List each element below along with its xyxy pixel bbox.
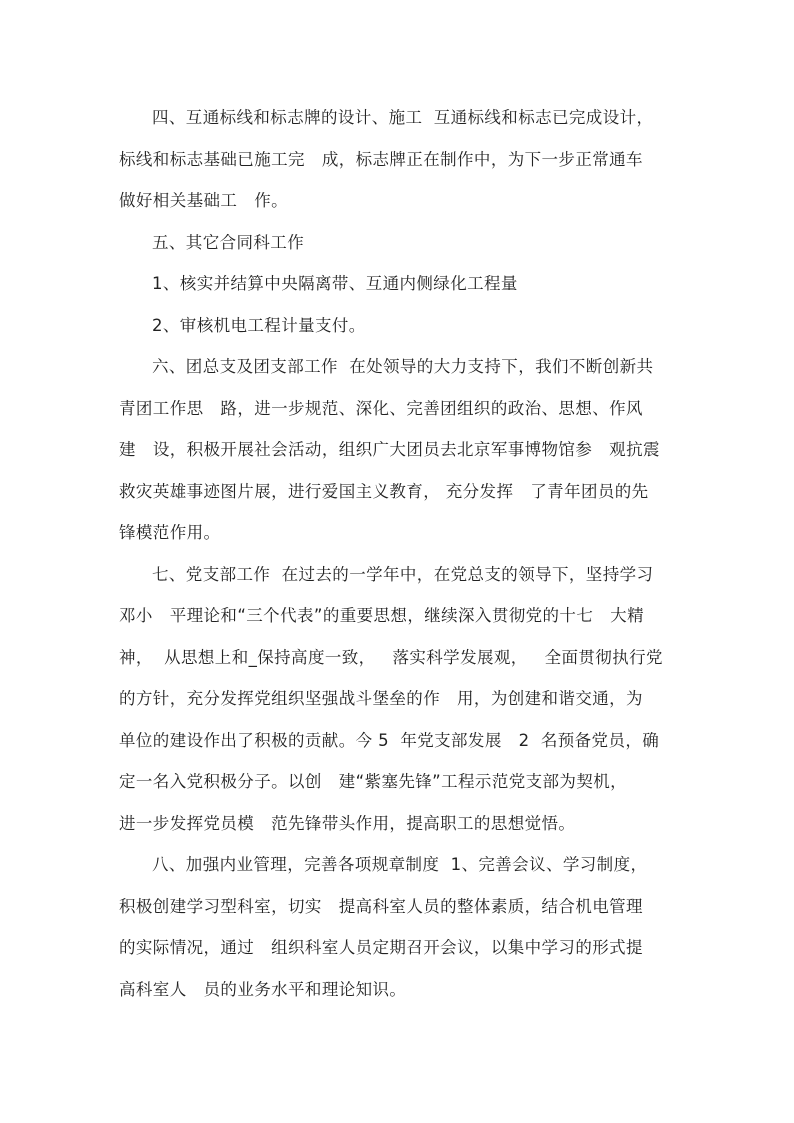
- paragraph-line: 进一步发挥党员模 范先锋带头作用，提高职工的思想觉悟。: [119, 813, 576, 833]
- paragraph-line: 高科室人 员的业务水平和理论知识。: [119, 979, 407, 999]
- paragraph: [119, 97, 675, 222]
- paragraph-line: 积极创建学习型科室，切实 提高科室人员的整体素质，结合机电管理: [119, 896, 643, 916]
- paragraph-line: 六、团总支及团支部工作 在处领导的大力支持下，我们不断创新共: [152, 357, 654, 376]
- paragraph-line: 1、核实并结算中央隔离带、互通内侧绿化工程量: [152, 274, 518, 293]
- paragraph: [119, 346, 675, 554]
- paragraph-line: 单位的建设作出了积极的贡献。今 5 年党支部发展 2 名预备党员，确: [119, 730, 660, 750]
- paragraph: [119, 844, 675, 1010]
- paragraph-line: 的方针，充分发挥党组织坚强战斗堡垒的作 用，为创建和谐交通，为: [119, 689, 643, 708]
- paragraph-line: 神， 从思想上和_保持高度一致， 落实科学发展观， 全面贯彻执行党: [119, 647, 663, 667]
- paragraph-line: 四、互通标线和标志牌的设计、施工 互通标线和标志已完成设计，: [152, 108, 654, 127]
- paragraph-line: 七、党支部工作 在过去的一学年中，在党总支的领导下，坚持学习: [152, 564, 654, 584]
- paragraph: [119, 305, 675, 347]
- paragraph-line: 做好相关基础工 作。: [119, 191, 289, 210]
- paragraph-line: 的实际情况，通过 组织科室人员定期召开会议，以集中学习的形式提: [119, 938, 643, 957]
- paragraph-line: 标线和标志基础已施工完 成，标志牌正在制作中，为下一步正常通车: [119, 149, 643, 169]
- paragraph: [119, 222, 675, 264]
- paragraph-line: 邓小 平理论和“三个代表”的重要思想，继续深入贯彻党的十七 大精: [119, 606, 644, 625]
- paragraph-line: 锋模范作用。: [119, 523, 221, 542]
- paragraph: [119, 263, 675, 305]
- paragraph-line: 青团工作思 路，进一步规范、深化、完善团组织的政治、思想、作风: [119, 398, 643, 418]
- document-body: [119, 97, 675, 1010]
- paragraph-line: 八、加强内业管理，完善各项规章制度 1、完善会议、学习制度，: [152, 855, 648, 874]
- paragraph: [119, 554, 675, 845]
- paragraph-line: 定一名入党积极分子。以创 建“紫塞先锋”工程示范党支部为契机，: [119, 772, 628, 791]
- paragraph-line: 建 设，积极开展社会活动，组织广大团员去北京军事博物馆参 观抗震: [119, 440, 660, 459]
- paragraph-line: 2、审核机电工程计量支付。: [152, 315, 366, 335]
- paragraph-line: 救灾英雄事迹图片展，进行爱国主义教育， 充分发挥 了青年团员的先: [119, 481, 649, 501]
- paragraph-line: 五、其它合同科工作: [152, 232, 305, 252]
